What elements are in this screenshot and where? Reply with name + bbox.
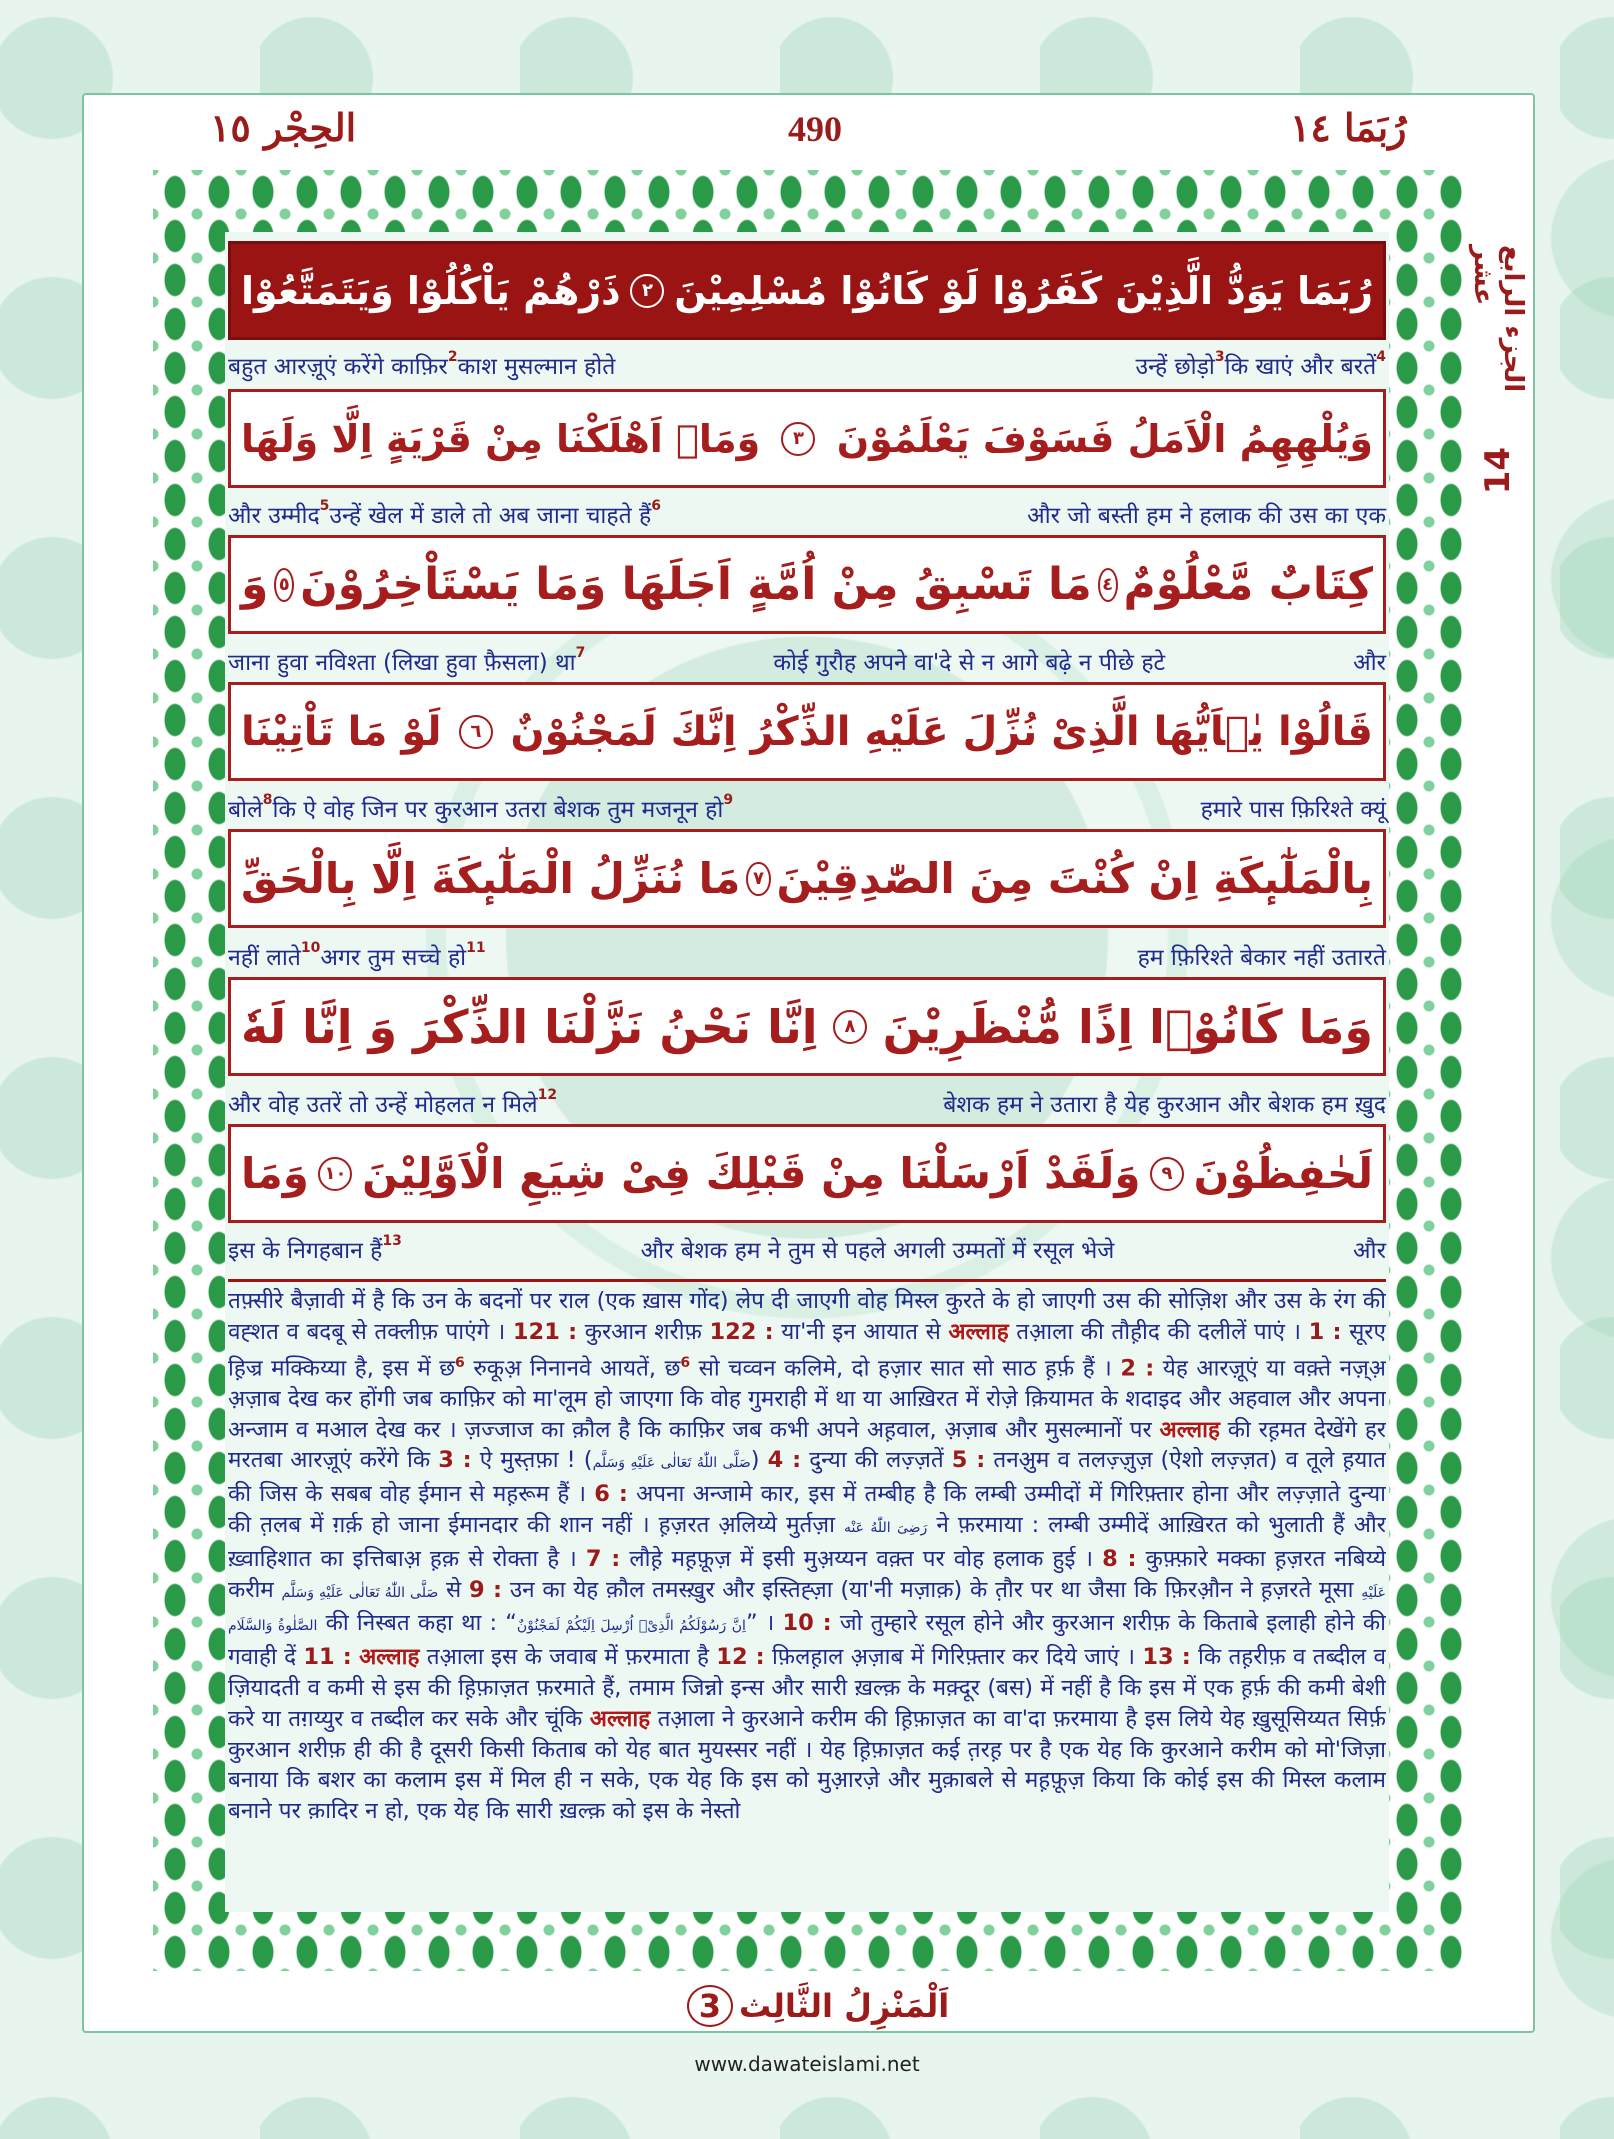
note-number: 122 : <box>709 1318 774 1345</box>
commentary-segment: कुरआन शरीफ़ <box>577 1318 710 1345</box>
translation-phrase <box>228 940 486 972</box>
footnote-ref: 9 <box>723 792 734 808</box>
note-number: 3 : <box>438 1447 472 1474</box>
verse-number-marker: ٨ <box>833 1010 867 1044</box>
verse-text: وَيُلْهِهِمُ الْاَمَلُ فَسَوْفَ يَعْلَمُوْنَ <box>836 416 1373 461</box>
translation-line <box>228 791 1386 825</box>
note-number: 121 : <box>512 1318 578 1345</box>
translation-line <box>228 1232 1386 1266</box>
translation-phrase <box>1136 349 1387 381</box>
juz-side-number: 14 <box>1478 447 1518 495</box>
translation-phrase <box>1138 940 1386 972</box>
translation-text: और <box>1353 1238 1386 1264</box>
verse-text: وَلَقَدْ اَرْسَلْنَا مِنْ قَبْلِكَ فِیْ شِیَعِ الْاَوَّلِیْنَ <box>362 1149 1141 1198</box>
translation-phrase <box>228 1087 557 1119</box>
commentary-segment: तआ़ला ने कुरआने करीम की ह़िफ़ाज़त का वा'दा फ़रमाया है इस लिये येह ख़ुसूसिय्यत सिर्फ़ कुरआन शरीफ़ ही की है दूसरी किसी किताब को येह बात मुयस्सर नहीं । येह ह़िफ़ाज़त कई त़रह़ पर है एक येह कि कुरआने करीम को मो'जिज़ा बनाया कि बशर का कलाम इस में मिल ही न सके, एक येह कि इस को मुआ़रज़े और मुक़ाबले से मह़फ़ूज़ किया कि कोई इस की मिस्ल कलाम बनाने पर क़ादिर न हो, एक येह कि सारी ख़ल्क़ को इस के नेस्तो <box>228 1705 1386 1825</box>
translation-line <box>228 1086 1386 1120</box>
commentary-segment: अपना अन्जामे कार, इस में तम्बीह है कि लम्बी उम्मीदों में गिरिफ़्तार होना और लज़्ज़ाते दुन्या की त़लब में ग़र्क़ हो जाना ईमानदार की शान नहीं । ह़ज़रत अ़लिय्ये मुर्तज़ा <box>228 1481 1386 1539</box>
translation-text: बेशक हम ने उतारा है येह कुरआन और बेशक हम ख़ुद <box>943 1092 1386 1118</box>
verse-number-marker: ٧ <box>746 862 770 896</box>
commentary-segment: उन का येह क़ौल तमस्ख़ुर और इस्तिह्ज़ा (या'नी मज़ाक़) के त़ौर पर था जैसा कि फ़िरऔ़न ने ह़ज़रते मूसा <box>502 1576 1362 1603</box>
translation-line <box>228 644 1386 678</box>
translation-phrase <box>228 645 585 677</box>
verse-text: قَالُوْا يٰۤاَيُّهَا الَّذِیْ نُزِّلَ عَلَیْهِ الذِّكْرُ اِنَّكَ لَمَجْنُوْنٌ <box>510 708 1373 755</box>
commentary-text <box>228 1286 1386 1906</box>
translation-text: और जो बस्ती हम ने हलाक की उस का एक <box>1027 503 1386 529</box>
translation-text: और बेशक हम ने तुम से पहले अगली उम्मतों में रसूल भेजे <box>640 1238 1115 1264</box>
superscript-digit: 6 <box>455 1354 465 1371</box>
verse-number-marker: ٣ <box>781 422 815 456</box>
page-number: 490 <box>788 109 842 149</box>
surah-name-header: الحِجْر ١٥ <box>210 105 357 150</box>
translation-phrase <box>228 349 615 381</box>
verse-text: كِتَابٌ مَّعْلُوْمٌ <box>1123 559 1373 610</box>
translation-text: नहीं लाते <box>228 945 301 971</box>
verse-text: مَا تَسْبِقُ مِنْ اُمَّةٍ اَجَلَهَا وَمَا يَسْتَاْخِرُوْنَ <box>300 559 1092 610</box>
commentary-segment: दुन्या की लज़्ज़तें <box>801 1447 952 1474</box>
verse-number-marker: ٢ <box>630 274 664 308</box>
verse-number-marker: ٩ <box>1150 1157 1184 1191</box>
commentary-segment: की रह़मत देखेंगे हर मरतबा आरज़ूएं करेंगे कि <box>228 1416 1386 1474</box>
commentary-segment: ने फ़रमाया : लम्बी उम्मीदें आख़िरत को भुलाती हैं और ख़्वाहिशात का इत्तिबाअ़ ह़क़ से रोक्ता है । <box>228 1512 1386 1572</box>
verse-text: وَ <box>241 559 269 610</box>
translation-phrase <box>228 1233 402 1265</box>
translation-phrase <box>773 645 1165 677</box>
note-number: 2 : <box>1120 1355 1155 1382</box>
verse-number-marker: ٤ <box>1098 568 1118 602</box>
commentary-segment: तनअ़ुम व तलज़्ज़ुज़ (ऐशो लज़्ज़त) व तूले ह़यात की जिस के सबब वोह ईमान से मह़रूम हैं । <box>228 1447 1386 1508</box>
translation-phrase <box>943 1087 1386 1119</box>
translation-text: बहुत आरज़ूएं करेंगे काफ़िर <box>228 354 448 380</box>
arabic-honorific: صَلَّى اللّٰهُ تَعَالٰى عَلَيْهِ وَسَلَّم <box>281 1584 439 1601</box>
superscript-digit: 6 <box>680 1354 691 1371</box>
translation-text: इस के निगहबान हैं <box>228 1238 383 1264</box>
translation-text: काश मुसल्मान होते <box>457 354 616 380</box>
footnote-ref: 3 <box>1214 349 1225 365</box>
juz-side-label: الجزء الرابع عشر <box>1468 245 1528 393</box>
verse-text: رُبَمَا يَوَدُّ الَّذِيْنَ كَفَرُوْا لَوْ كَانُوْا مُسْلِمِيْنَ <box>674 268 1373 313</box>
translation-text: कि खाएं और बरतें <box>1224 354 1377 380</box>
commentary-segment: तआ़ला इस के जवाब में फ़रमाता है <box>419 1644 717 1671</box>
verse-text: مَا نُنَزِّلُ الْمَلٰٓىٕكَةَ اِلَّا بِالْحَقِّ <box>241 854 741 903</box>
footnote-ref: 12 <box>537 1087 558 1103</box>
allah-name: अल्लाह <box>589 1705 651 1732</box>
note-number: 5 : <box>951 1447 986 1474</box>
commentary-segment: लौह़े मह़फ़ूज़ में इसी मुअ़य्यन वक़्त पर वोह हलाक हुई । <box>620 1545 1103 1572</box>
verse-text: اِنَّا نَحْنُ نَزَّلْنَا الذِّكْرَ وَ اِنَّا لَهٗ <box>241 999 818 1054</box>
verse-text: وَمَاۤ اَهْلَكْنَا مِنْ قَرْيَةٍ اِلَّا وَلَهَا <box>241 416 761 461</box>
commentary-segment: रुकूअ़ निनानवे आयतें, छ <box>464 1355 681 1382</box>
translation-phrase <box>228 792 733 824</box>
verse-text: وَمَا <box>241 1149 309 1198</box>
verse-number-marker: ١٠ <box>318 1157 352 1191</box>
verse-text: لَحٰفِظُوْنَ <box>1193 1149 1373 1198</box>
juz-name-header: رُبَمَا ١٤ <box>1290 105 1407 150</box>
translation-text: कोई गुरौह अपने वा'दे से न आगे बढ़े न पीछे हटे <box>773 650 1166 676</box>
translation-text: और उम्मीद <box>228 503 320 529</box>
note-number: 11 : <box>303 1644 352 1671</box>
commentary-segment: से <box>438 1576 469 1603</box>
translation-phrase <box>1027 498 1386 530</box>
manzil-text: اَلْمَنْزِلُ الثَّالِث <box>739 1987 950 2025</box>
commentary-segment: सो चव्वन कलिमे, दो हज़ार सात सो साठ ह़र्फ़ हैं । <box>690 1355 1121 1382</box>
commentary-segment: ” । <box>745 1610 783 1637</box>
commentary-segment: की निस्बत कहा था : “ <box>317 1610 517 1637</box>
note-number: 4 : <box>767 1447 802 1474</box>
verse-text: ذَرْهُمْ يَاْكُلُوْا وَيَتَمَتَّعُوْا <box>241 268 621 313</box>
website-url: www.dawateislami.net <box>694 2052 920 2076</box>
manzil-label <box>680 1985 950 2027</box>
translation-text: हमारे पास फ़िरिश्ते क्यूं <box>1200 797 1386 823</box>
commentary-segment: ) <box>750 1447 768 1474</box>
verse-number-marker: ٦ <box>459 715 493 749</box>
verse-line <box>228 977 1386 1076</box>
note-number: 1 : <box>1308 1318 1342 1345</box>
note-number: 6 : <box>594 1481 628 1508</box>
commentary-segment: सूरए ह़िज्र मक्किय्या है, इस में छ <box>228 1318 1386 1382</box>
commentary-segment: कि तह़रीफ़ व तब्दील व ज़ियादती व कमी से इस की ह़िफ़ाज़त फ़रमाते हैं, तमाम जिन्नो इन्स और सारी ख़ल्क़ के मक़्दूर (बस) में नहीं है कि इस में एक ह़र्फ़ की कमी बेशी करे या तग़य्युर व तब्दील कर सके और चूंकि <box>228 1644 1386 1732</box>
commentary-segment: फ़िलह़ाल अ़ज़ाब में गिरिफ़्तार कर दिये जाएं । <box>764 1644 1143 1671</box>
translation-text: हम फ़िरिश्ते बेकार नहीं उतारते <box>1137 945 1386 971</box>
verse-text: بِالْمَلٰٓىٕكَةِ اِنْ كُنْتَ مِنَ الصّٰدِقِیْنَ <box>776 854 1373 903</box>
footnote-ref: 10 <box>300 940 321 956</box>
verse-line <box>228 241 1386 340</box>
manzil-number: 3 <box>687 1985 733 2027</box>
translation-text: उन्हें छोड़ो <box>1135 354 1215 380</box>
translation-phrase <box>1201 792 1386 824</box>
commentary-segment: या'नी इन आयात से <box>773 1318 949 1345</box>
commentary-segment: तफ़्सीरे बैज़ावी में है कि उन के बदनों पर राल (एक ख़ास गोंद) लेप दी जाएगी वोह मिस्ल कुरते के हो जाएगी उस की सोज़िश और उस के रंग की वह्शत व बदबू से तक्लीफ़ पाएंगे । <box>228 1288 1386 1345</box>
translation-text: उन्हें खेल में डाले तो अब जाना चाहते हैं <box>329 503 652 529</box>
verse-line <box>228 1124 1386 1223</box>
translation-phrase <box>641 1233 1115 1265</box>
note-number: 8 : <box>1102 1545 1137 1572</box>
footnote-ref: 2 <box>447 349 458 365</box>
commentary-segment: जो तुम्हारे रसूल होने और कुरआन शरीफ़ के किताबे इलाही होने की गवाही दें <box>228 1610 1386 1671</box>
commentary-segment: येह आरज़ूएं या वक़्ते नज़्अ़ अ़ज़ाब देख कर होंगी जब काफ़िर को मा'लूम हो जाएगा कि वोह गुमराही में था या आख़िरत में रोज़े क़ियामत के शदाइद और अहवाल और अपना अन्जाम व मआल देख कर । ज़ज्जाज का क़ौल है कि काफ़िर जब कभी अपने अह़वाल, अ़ज़ाब और मुसल्मानों पर <box>228 1355 1386 1443</box>
verse-line <box>228 682 1386 781</box>
arabic-honorific: رَضِیَ اللّٰهُ عَنْه <box>843 1520 928 1537</box>
verse-number-marker: ٥ <box>274 568 294 602</box>
translation-line <box>228 939 1386 973</box>
arabic-honorific: صَلَّى اللّٰهُ تَعَالٰى عَلَيْهِ وَسَلَّم <box>592 1455 751 1472</box>
commentary-segment: कुफ़्फ़ारे मक्का ह़ज़रत नबिय्ये करीम <box>228 1545 1386 1603</box>
translation-phrase <box>1353 1233 1386 1265</box>
verse-text: وَمَا كَانُوْۤا اِذًا مُّنْظَرِیْنَ <box>882 999 1373 1054</box>
commentary-divider <box>228 1279 1386 1282</box>
commentary-segment: तआ़ला की तौह़ीद की दलीलें पाएं । <box>1008 1318 1309 1345</box>
allah-name: अल्लाह <box>948 1318 1009 1345</box>
footnote-ref: 11 <box>466 940 486 956</box>
translation-text: और <box>1353 650 1386 676</box>
note-number: 13 : <box>1142 1644 1191 1671</box>
translation-line <box>228 497 1386 531</box>
note-number: 10 : <box>782 1610 832 1637</box>
note-number: 7 : <box>585 1545 621 1572</box>
translation-text: अगर तुम सच्चे हो <box>320 945 467 971</box>
arabic-honorific: عَلَيْهِ الصَّلٰوةُ وَالسَّلَام <box>228 1584 1386 1635</box>
commentary-segment <box>352 1644 359 1670</box>
juz-side-marker <box>1468 245 1528 535</box>
translation-text: जाना हुवा नविश्ता (लिखा हुवा फ़ैसला) था <box>228 650 576 676</box>
note-number: 12 : <box>716 1644 765 1671</box>
footnote-ref: 7 <box>575 645 586 661</box>
verse-line <box>228 389 1386 488</box>
translation-phrase <box>228 498 661 530</box>
allah-name: अल्लाह <box>359 1644 420 1671</box>
verse-line <box>228 535 1386 634</box>
footnote-ref: 8 <box>262 792 273 808</box>
translation-text: और वोह उतरें तो उन्हें मोहलत न मिले <box>228 1092 538 1118</box>
note-number: 9 : <box>468 1576 503 1603</box>
footnote-ref: 6 <box>651 498 661 514</box>
commentary-segment: ऐ मुस्त़फ़ा ! ( <box>471 1447 593 1474</box>
verse-text: لَوْ مَا تَاْتِیْنَا <box>241 708 442 755</box>
arabic-honorific: اِنَّ رَسُوْلَكُمُ الَّذِیْۤ اُرْسِلَ اِلَیْكُمْ لَمَجْنُوْنٌ <box>516 1618 746 1635</box>
verse-line <box>228 829 1386 928</box>
translation-line <box>228 348 1386 382</box>
translation-text: कि ऐ वोह जिन पर कुरआन उतरा बेशक तुम मजनून हो <box>272 797 724 823</box>
translation-text: बोले <box>228 797 263 823</box>
footnote-ref: 4 <box>1376 349 1386 365</box>
allah-name: अल्लाह <box>1159 1416 1220 1443</box>
translation-phrase <box>1353 645 1386 677</box>
footnote-ref: 5 <box>319 498 330 514</box>
footnote-ref: 13 <box>382 1233 402 1249</box>
